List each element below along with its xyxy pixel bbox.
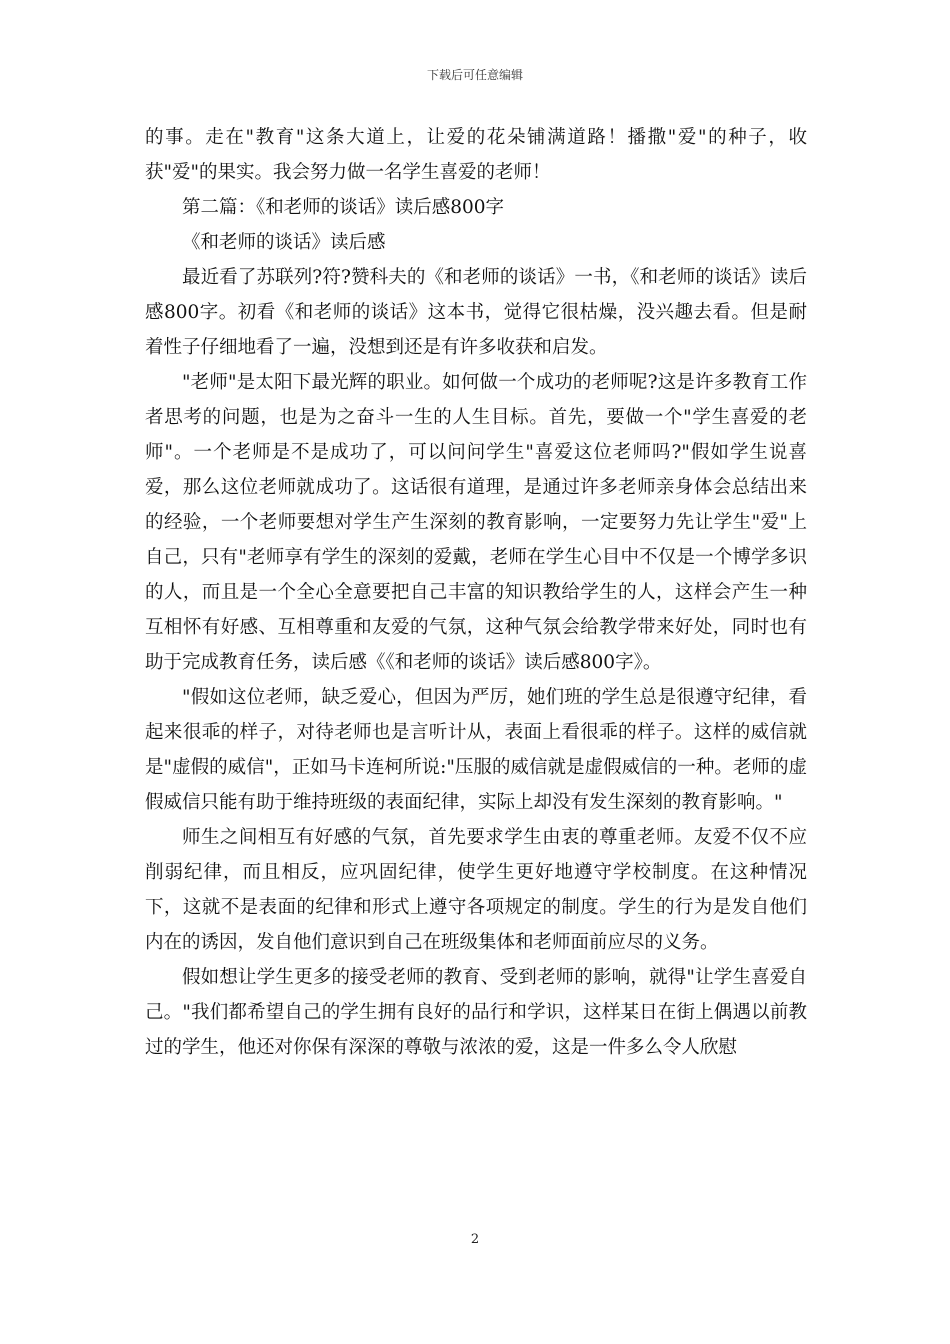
paragraph: "老师"是太阳下最光辉的职业。如何做一个成功的老师呢?这是许多教育工作者思考的问题，也是为之奋斗一生的人生目标。首先，要做一个"学生喜爱的老师"。一个老师是不是成功了，可以问问学生"喜爱这位老师吗?"假如学生说喜爱，那么这位老师就成功了。这话很有道理，是通过许多老师亲身体会总结出来的经验，一个老师要想对学生产生深刻的教育影响，一定要努力先让学生"爱"上自己，只有"老师享有学生的深刻的爱戴，老师在学生心目中不仅是一个博学多识的人，而且是一个全心全意要把自己丰富的知识教给学生的人，这样会产生一种互相怀有好感、互相尊重和友爱的气氛，这种气氛会给教学带来好处，同时也有助于完成教育任务，读后感《《和老师的谈话》读后感800字》。	[145, 372, 807, 673]
paragraph: "假如这位老师，缺乏爱心，但因为严厉，她们班的学生总是很遵守纪律，看起来很乖的样子，对待老师也是言听计从，表面上看很乖的样子。这样的威信就是"虚假的威信"，正如马卡连柯所说:"压服的威信就是虚假威信的一种。老师的虚假威信只能有助于维持班级的表面纪律，实际上却没有发生深刻的教育影响。"	[145, 687, 807, 813]
section-heading: 第二篇：《和老师的谈话》读后感800字	[182, 197, 505, 218]
paragraph: 最近看了苏联列?符?赞科夫的《和老师的谈话》一书，《和老师的谈话》读后感800字。初看《和老师的谈话》这本书，觉得它很枯燥，没兴趣去看。但是耐着性子仔细地看了一遍，没想到还是有许多收获和启发。	[145, 267, 807, 358]
page-number: 2	[470, 1232, 480, 1247]
paragraph: 师生之间相互有好感的气氛，首先要求学生由衷的尊重老师。友爱不仅不应削弱纪律，而且相反，应巩固纪律，使学生更好地遵守学校制度。在这种情况下，这就不是表面的纪律和形式上遵守各项规定的制度。学生的行为是发自他们内在的诱因，发自他们意识到自己在班级集体和老师面前应尽的义务。	[145, 827, 807, 953]
page-header: 下载后可任意编辑	[426, 68, 523, 82]
paragraph: 假如想让学生更多的接受老师的教育、受到老师的影响，就得"让学生喜爱自己。"我们都希望自己的学生拥有良好的品行和学识，这样某日在街上偶遇以前教过的学生，他还对你保有深深的尊敬与浓浓的爱，这是一件多么令人欣慰	[145, 967, 807, 1058]
paragraph-continuation: 的事。走在"教育"这条大道上，让爱的花朵铺满道路！播撒"爱"的种子，收获"爱"的果实。我会努力做一名学生喜爱的老师！	[145, 127, 807, 183]
document-body	[145, 120, 807, 1065]
essay-title: 《和老师的谈话》读后感	[182, 232, 386, 253]
